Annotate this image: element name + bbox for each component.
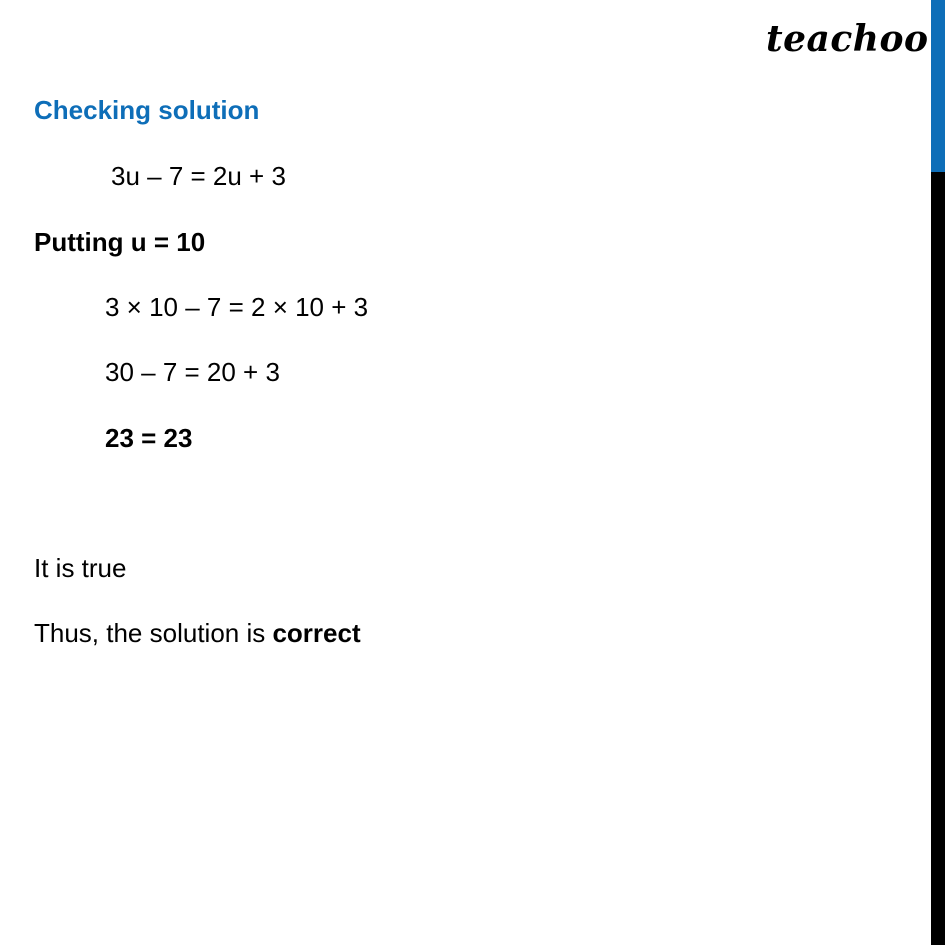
equation: 3u – 7 = 2u + 3 (111, 161, 286, 191)
conclusion-prefix: Thus, the solution is (34, 618, 273, 648)
step-1: 3 × 10 – 7 = 2 × 10 + 3 (105, 292, 369, 322)
teachoo-logo: teachoo (766, 18, 929, 60)
step-3: 23 = 23 (105, 423, 193, 453)
substitution-label: Putting u = 10 (34, 227, 206, 257)
side-bar-dark (931, 172, 945, 945)
conclusion-bold: correct (272, 618, 361, 648)
section-heading: Checking solution (34, 95, 260, 125)
conclusion-correct (34, 620, 361, 646)
side-bar-accent (931, 0, 945, 172)
step-2: 30 – 7 = 20 + 3 (105, 357, 280, 387)
conclusion-true: It is true (34, 553, 127, 583)
